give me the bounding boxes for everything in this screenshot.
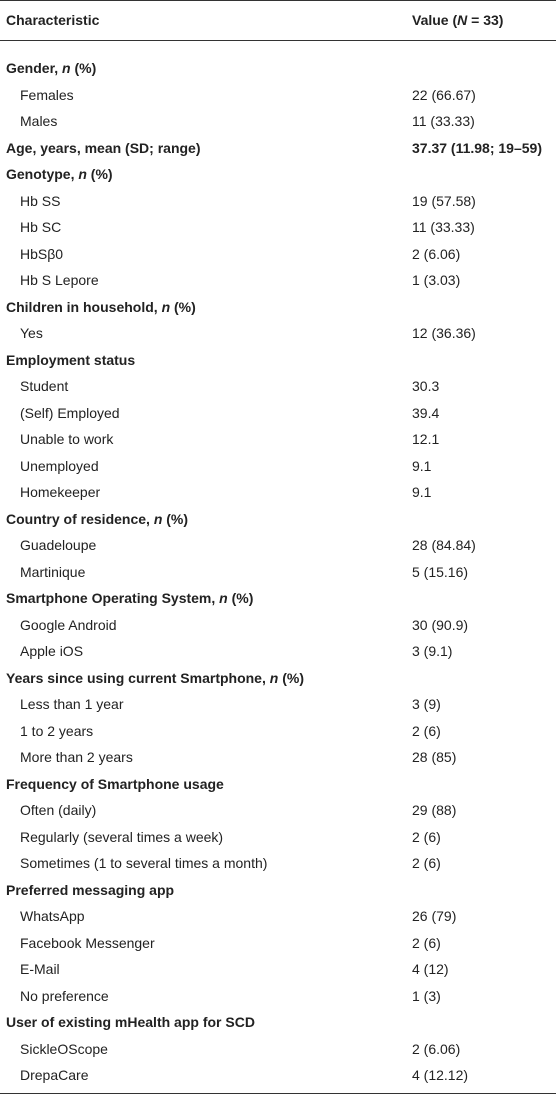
row-value: 39.4: [412, 404, 440, 421]
header-characteristic: Characteristic: [6, 12, 100, 28]
row-label: Student: [20, 378, 69, 394]
row-label: More than 2 years: [20, 749, 133, 765]
row-value: 3 (9): [412, 696, 441, 712]
table-row: [0, 532, 556, 559]
table-row: [0, 1062, 556, 1089]
row-label: Females: [20, 86, 74, 103]
row-value: 2 (6): [412, 855, 441, 871]
row-value: 26 (79): [412, 908, 457, 924]
row-label: WhatsApp: [20, 908, 85, 924]
row-value: 2 (6.06): [412, 1040, 461, 1057]
table-row: [0, 691, 556, 718]
row-value: 11 (33.33): [412, 219, 475, 235]
row-value: 28 (84.84): [412, 537, 476, 553]
table-row: [0, 479, 556, 506]
row-value: 2 (6): [412, 828, 441, 845]
row-label: Regularly (several times a week): [20, 828, 224, 845]
row-value: 28 (85): [412, 749, 457, 765]
section-row: [0, 877, 556, 904]
row-value: 3 (9.1): [412, 643, 453, 659]
row-label: Less than 1 year: [20, 696, 124, 712]
row-label: Guadeloupe: [20, 537, 97, 553]
section-row: [0, 55, 556, 82]
table-row: [0, 930, 556, 957]
row-label: Apple iOS: [20, 643, 84, 659]
section-row: [0, 347, 556, 374]
section-label: Frequency of Smartphone usage: [6, 775, 224, 792]
table-row: [0, 956, 556, 983]
table-row: [0, 214, 556, 241]
table-row: [0, 983, 556, 1010]
row-label: Yes: [20, 325, 43, 341]
table-row: [0, 850, 556, 877]
header-value: Value (N = 33): [412, 12, 504, 28]
section-label: Children in household, n (%): [6, 298, 196, 315]
row-value: 4 (12.12): [412, 1067, 469, 1083]
row-label: Facebook Messenger: [20, 934, 155, 951]
row-value: 1 (3): [412, 987, 441, 1004]
table-row: [0, 744, 556, 771]
row-value: 5 (15.16): [412, 563, 469, 580]
row-value: 30 (90.9): [412, 616, 469, 633]
section-row: [0, 294, 556, 321]
table-row: [0, 612, 556, 639]
row-label: Hb S Lepore: [20, 272, 99, 288]
header-rule: [0, 40, 556, 41]
table-row: [0, 559, 556, 586]
row-value: 12 (36.36): [412, 325, 476, 341]
row-label: DrepaCare: [20, 1067, 89, 1083]
section-label: Preferred messaging app: [6, 881, 175, 898]
section-label: Genotype, n (%): [6, 166, 113, 182]
row-label: Hb SC: [20, 219, 62, 235]
row-value: 4 (12): [412, 961, 449, 977]
row-label: Hb SS: [20, 192, 61, 209]
section-label: Years since using current Smartphone, n (%): [6, 669, 304, 686]
table-row: [0, 241, 556, 268]
row-label: Unable to work: [20, 431, 114, 447]
table-row: [0, 453, 556, 480]
table-row: [0, 320, 556, 347]
section-label: User of existing mHealth app for SCD: [6, 1014, 255, 1030]
row-label: Often (daily): [20, 802, 97, 818]
row-label: Males: [20, 113, 58, 129]
table-row: [0, 797, 556, 824]
table-row: [0, 400, 556, 427]
table-row: [0, 426, 556, 453]
table-row: [0, 373, 556, 400]
row-value: 30.3: [412, 378, 440, 394]
row-label: HbSβ0: [20, 245, 64, 262]
section-row: [0, 135, 556, 162]
row-label: Martinique: [20, 563, 86, 580]
section-row: [0, 585, 556, 612]
section-label: Employment status: [6, 351, 136, 368]
section-row: [0, 771, 556, 798]
table-row: [0, 188, 556, 215]
section-label: Gender, n (%): [6, 60, 97, 76]
row-label: SickleOScope: [20, 1040, 108, 1057]
row-value: 37.37 (11.98; 19–59): [412, 139, 542, 156]
row-label: Unemployed: [20, 457, 99, 474]
row-label: Google Android: [20, 616, 117, 633]
section-row: [0, 665, 556, 692]
row-value: 2 (6): [412, 722, 441, 739]
row-value: 1 (3.03): [412, 272, 461, 288]
table-body: [0, 55, 556, 1089]
table-row: [0, 1036, 556, 1063]
row-label: (Self) Employed: [20, 404, 120, 421]
table-row: [0, 718, 556, 745]
section-row: [0, 506, 556, 533]
row-label: Sometimes (1 to several times a month): [20, 855, 268, 871]
table-row: [0, 638, 556, 665]
table-row: [0, 824, 556, 851]
row-value: 11 (33.33): [412, 113, 475, 129]
table-row: [0, 903, 556, 930]
row-value: 22 (66.67): [412, 86, 476, 103]
row-value: 29 (88): [412, 802, 457, 818]
row-value: 12.1: [412, 431, 440, 447]
section-label: Age, years, mean (SD; range): [6, 139, 201, 156]
table-row: [0, 82, 556, 109]
row-value: 2 (6): [412, 934, 441, 951]
table-row: [0, 267, 556, 294]
row-value: 9.1: [412, 484, 432, 500]
section-label: Country of residence, n (%): [6, 510, 189, 527]
section-row: [0, 1009, 556, 1036]
section-label: Smartphone Operating System, n (%): [6, 590, 254, 606]
row-value: 19 (57.58): [412, 192, 476, 209]
section-row: [0, 161, 556, 188]
row-value: 2 (6.06): [412, 245, 461, 262]
row-value: 9.1: [412, 457, 432, 474]
table-header: [0, 0, 556, 40]
row-label: E-Mail: [20, 961, 60, 977]
table-row: [0, 108, 556, 135]
row-label: 1 to 2 years: [20, 722, 94, 739]
row-label: No preference: [20, 987, 109, 1004]
row-label: Homekeeper: [20, 484, 101, 500]
